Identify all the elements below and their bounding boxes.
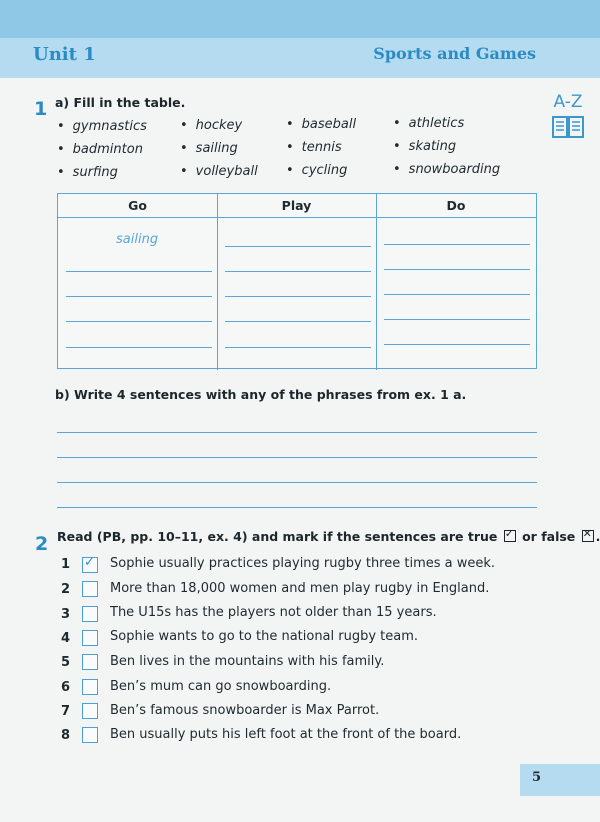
sentence-line[interactable] (57, 507, 537, 508)
statement-number: 3 (60, 607, 70, 622)
table-example-answer: sailing (116, 232, 159, 247)
unit-topic: Sports and Games (373, 44, 536, 63)
statement-text: Ben’s famous snowboarder is Max Parrot. (110, 703, 380, 718)
statement-number: 6 (60, 680, 70, 695)
word-item: • snowboarding (393, 162, 500, 177)
exercise-2-number: 2 (35, 533, 49, 555)
statement-number: 4 (60, 631, 70, 646)
statement-text: The U15s has the players not older than 15 years. (110, 605, 437, 620)
true-false-checkbox[interactable] (82, 581, 98, 597)
table-header-do: Do (376, 194, 536, 218)
true-false-checkbox[interactable] (82, 727, 98, 743)
answer-line[interactable] (384, 319, 530, 320)
true-false-checkbox[interactable] (82, 630, 98, 646)
table-header-play: Play (217, 194, 376, 218)
statement-text: Ben’s mum can go snowboarding. (110, 679, 332, 694)
word-item: • hockey (180, 118, 242, 133)
page-header (0, 0, 600, 78)
statement-number: 5 (60, 655, 70, 670)
exercise-1b-task: b) Write 4 sentences with any of the phrases from ex. 1 a. (55, 387, 467, 402)
answer-line[interactable] (384, 269, 530, 270)
az-label: A-Z (553, 92, 583, 112)
word-item: • gymnastics (57, 119, 147, 134)
exercise-1a-task: a) Fill in the table. (55, 95, 186, 110)
exercise-2-task-prefix: Read (PB, pp. 10–11, ex. 4) and mark if the sentences are true (57, 529, 498, 544)
exercise-2-task (57, 529, 600, 544)
answer-line[interactable] (225, 347, 371, 348)
check-mark-icon: ✓ (84, 555, 95, 570)
answer-line[interactable] (384, 294, 530, 295)
true-false-checkbox[interactable] (82, 606, 98, 622)
statement-text: Ben lives in the mountains with his family. (110, 654, 385, 669)
statement-text: More than 18,000 women and men play rugby in England. (110, 581, 490, 596)
true-false-checkbox[interactable] (82, 654, 98, 670)
word-item: • sailing (180, 141, 238, 156)
answer-line[interactable] (225, 271, 371, 272)
fill-in-table (57, 193, 537, 369)
statement-number: 1 (60, 557, 70, 572)
word-item: • skating (393, 139, 456, 154)
statement-text: Ben usually puts his left foot at the front of the board. (110, 727, 462, 742)
word-item: • cycling (286, 163, 347, 178)
answer-line[interactable] (225, 321, 371, 322)
sentence-line[interactable] (57, 482, 537, 483)
table-header-go: Go (58, 194, 217, 218)
table-divider (376, 194, 377, 370)
answer-line[interactable] (66, 347, 212, 348)
true-mark-icon: ✓ (504, 527, 514, 540)
word-item: • surfing (57, 165, 118, 180)
answer-line[interactable] (225, 296, 371, 297)
sentence-line[interactable] (57, 432, 537, 433)
statement-text: Sophie wants to go to the national rugby team. (110, 629, 419, 644)
exercise-2-task-end: . (595, 529, 600, 544)
exercise-2-task-mid: or false (522, 529, 576, 544)
statement-number: 2 (60, 582, 70, 597)
true-false-checkbox[interactable] (82, 557, 98, 573)
unit-title: Unit 1 (33, 44, 96, 65)
answer-line[interactable] (225, 246, 371, 247)
word-item: • baseball (286, 117, 356, 132)
answer-line[interactable] (66, 296, 212, 297)
true-false-checkbox[interactable] (82, 703, 98, 719)
answer-line[interactable] (384, 244, 530, 245)
book-icon (552, 116, 584, 138)
statement-number: 8 (60, 728, 70, 743)
sentence-line[interactable] (57, 457, 537, 458)
answer-line[interactable] (66, 271, 212, 272)
statement-text: Sophie usually practices playing rugby three times a week. (110, 556, 496, 571)
true-false-checkbox[interactable] (82, 679, 98, 695)
false-mark-icon: ✕ (582, 527, 592, 540)
table-divider (217, 194, 218, 370)
answer-line[interactable] (384, 344, 530, 345)
word-item: • tennis (286, 140, 342, 155)
exercise-1-number: 1 (34, 98, 48, 120)
statement-number: 7 (60, 704, 70, 719)
answer-line[interactable] (66, 321, 212, 322)
word-item: • badminton (57, 142, 143, 157)
word-item: • athletics (393, 116, 464, 131)
page-number: 5 (532, 770, 542, 785)
word-item: • volleyball (180, 164, 258, 179)
